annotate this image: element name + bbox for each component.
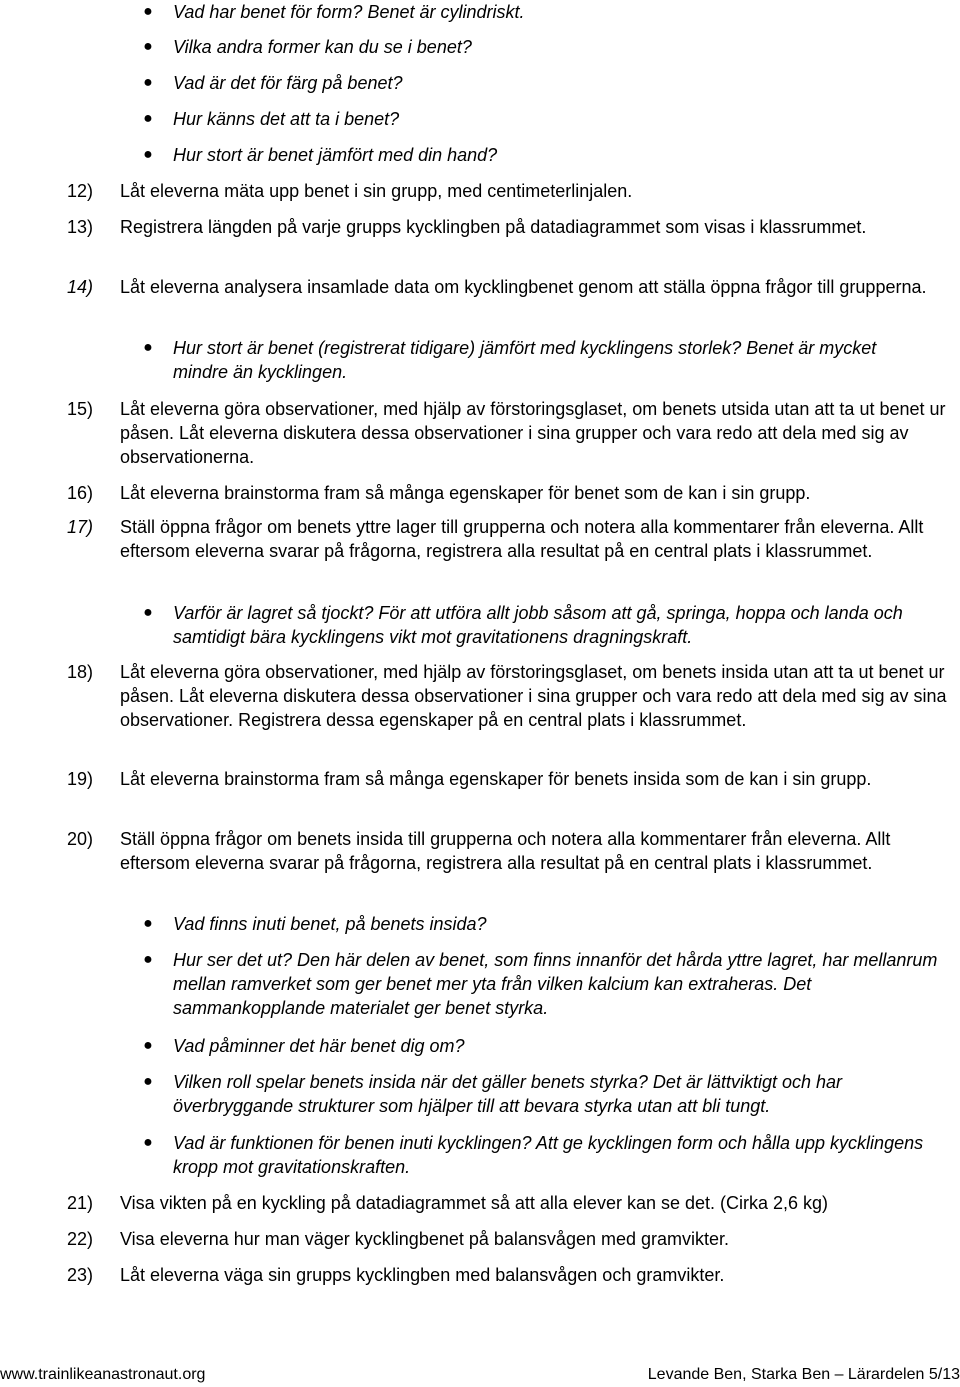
item-number: 19) (67, 769, 94, 789)
bullet-icon: ● (143, 915, 153, 932)
bullet-item (143, 336, 933, 384)
bullet-text: Vilken roll spelar benets insida när det gäller benets styrka? Det är lättviktigt och har överbryggande strukturer som hjälper till att bevara styrka utan att bli tungt. (173, 1072, 843, 1116)
bullet-item (143, 1070, 960, 1118)
item-number: 21) (67, 1193, 94, 1213)
item-text: Låt eleverna göra observationer, med hjälp av förstoringsglaset, om benets insida utan att ta ut benet ur påsen. Låt eleverna diskutera dessa observationer i sina grupper och vara redo att dela med sig av sina observationer. Registrera dessa egenskaper på en central plats i klassrummet. (120, 662, 947, 730)
bullet-text: Hur stort är benet jämfört med din hand? (173, 145, 498, 165)
item-text: Registrera längden på varje grupps kycklingben på datadiagrammet som visas i klassrummet. (120, 217, 867, 237)
item-text: Visa eleverna hur man väger kycklingbenet på balansvågen med gramvikter. (120, 1229, 730, 1249)
bullet-text: Hur stort är benet (registrerat tidigare) jämfört med kycklingens storlek? Benet är mycket mindre än kycklingen. (173, 338, 877, 382)
bullet-item (143, 35, 960, 59)
item-number: 13) (67, 217, 94, 237)
bullet-icon: ● (143, 146, 153, 163)
item-text: Låt eleverna brainstorma fram så många egenskaper för benet som de kan i sin grupp. (120, 483, 811, 503)
item-text: Låt eleverna analysera insamlade data om kycklingbenet genom att ställa öppna frågor till grupperna. (120, 277, 927, 297)
bullet-text: Varför är lagret så tjockt? För att utföra allt jobb såsom att gå, springa, hoppa och landa och samtidigt bära kycklingens vikt mot gravitationens dragningskraft. (173, 603, 903, 647)
item-text: Låt eleverna göra observationer, med hjälp av förstoringsglaset, om benets utsida utan att ta ut benet ur påsen. Låt eleverna diskutera dessa observationer i sina grupper och vara redo att dela med sig av observationerna. (120, 399, 946, 467)
bullet-item (143, 912, 960, 936)
bullet-text: Vad har benet för form? Benet är cylindriskt. (173, 2, 525, 22)
bullet-item (143, 107, 960, 131)
item-number: 22) (67, 1229, 94, 1249)
bullet-icon: ● (143, 110, 153, 127)
bullet-icon: ● (143, 1134, 153, 1151)
bullet-item (143, 1131, 943, 1179)
item-number: 23) (67, 1265, 94, 1285)
bullet-icon: ● (143, 951, 153, 968)
footer-page-info: Levande Ben, Starka Ben – Lärardelen 5/13 (647, 1366, 960, 1383)
bullet-icon: ● (143, 1073, 153, 1090)
item-number: 16) (67, 483, 94, 503)
bullet-item (143, 1034, 960, 1058)
item-number: 20) (67, 829, 94, 849)
bullet-icon: ● (143, 604, 153, 621)
bullet-text: Vad påminner det här benet dig om? (173, 1036, 465, 1056)
bullet-item (143, 71, 960, 95)
item-text: Ställ öppna frågor om benets yttre lager till grupperna och notera alla kommentarer från eleverna. Allt eftersom eleverna svarar på frågorna, registrera alla resultat på en central plats i klassrummet. (120, 517, 924, 561)
bullet-text: Vilka andra former kan du se i benet? (173, 37, 472, 57)
item-text: Visa vikten på en kyckling på datadiagrammet så att alla elever kan se det. (Cirka 2,6 kg) (120, 1193, 829, 1213)
bullet-icon: ● (143, 74, 153, 91)
item-number: 12) (67, 181, 94, 201)
bullet-icon: ● (143, 38, 153, 55)
bullet-item (143, 143, 960, 167)
item-text: Låt eleverna mäta upp benet i sin grupp, med centimeterlinjalen. (120, 181, 633, 201)
item-text: Låt eleverna väga sin grupps kycklingben med balansvågen och gramvikter. (120, 1265, 725, 1285)
bullet-item (143, 601, 943, 649)
bullet-icon: ● (143, 339, 153, 356)
item-number: 17) (67, 517, 94, 537)
bullet-icon: ● (143, 1037, 153, 1054)
item-text: Låt eleverna brainstorma fram så många egenskaper för benets insida som de kan i sin grupp. (120, 769, 872, 789)
bullet-text: Vad är det för färg på benet? (173, 73, 403, 93)
item-number: 18) (67, 662, 94, 682)
item-text: Ställ öppna frågor om benets insida till grupperna och notera alla kommentarer från eleverna. Allt eftersom eleverna svarar på frågorna, registrera alla resultat på en central plats i klassrummet. (120, 829, 891, 873)
bullet-text: Hur ser det ut? Den här delen av benet, som finns innanför det hårda yttre lagret, har mellanrum mellan ramverket som ger benet mer yta från vilken kalcium kan extraheras. Det sammankopplande materialet ger benet styrka. (173, 950, 938, 1018)
bullet-item (143, 0, 960, 24)
bullet-icon: ● (143, 3, 153, 20)
footer-url[interactable]: www.trainlikeanastronaut.org (0, 1366, 206, 1383)
bullet-text: Hur känns det att ta i benet? (173, 109, 400, 129)
item-number: 14) (67, 277, 94, 297)
bullet-text: Vad finns inuti benet, på benets insida? (173, 914, 487, 934)
bullet-item (143, 948, 960, 1020)
item-number: 15) (67, 399, 94, 419)
bullet-text: Vad är funktionen för benen inuti kycklingen? Att ge kycklingen form och hålla upp kycklingens kropp mot gravitationskraften. (173, 1133, 924, 1177)
